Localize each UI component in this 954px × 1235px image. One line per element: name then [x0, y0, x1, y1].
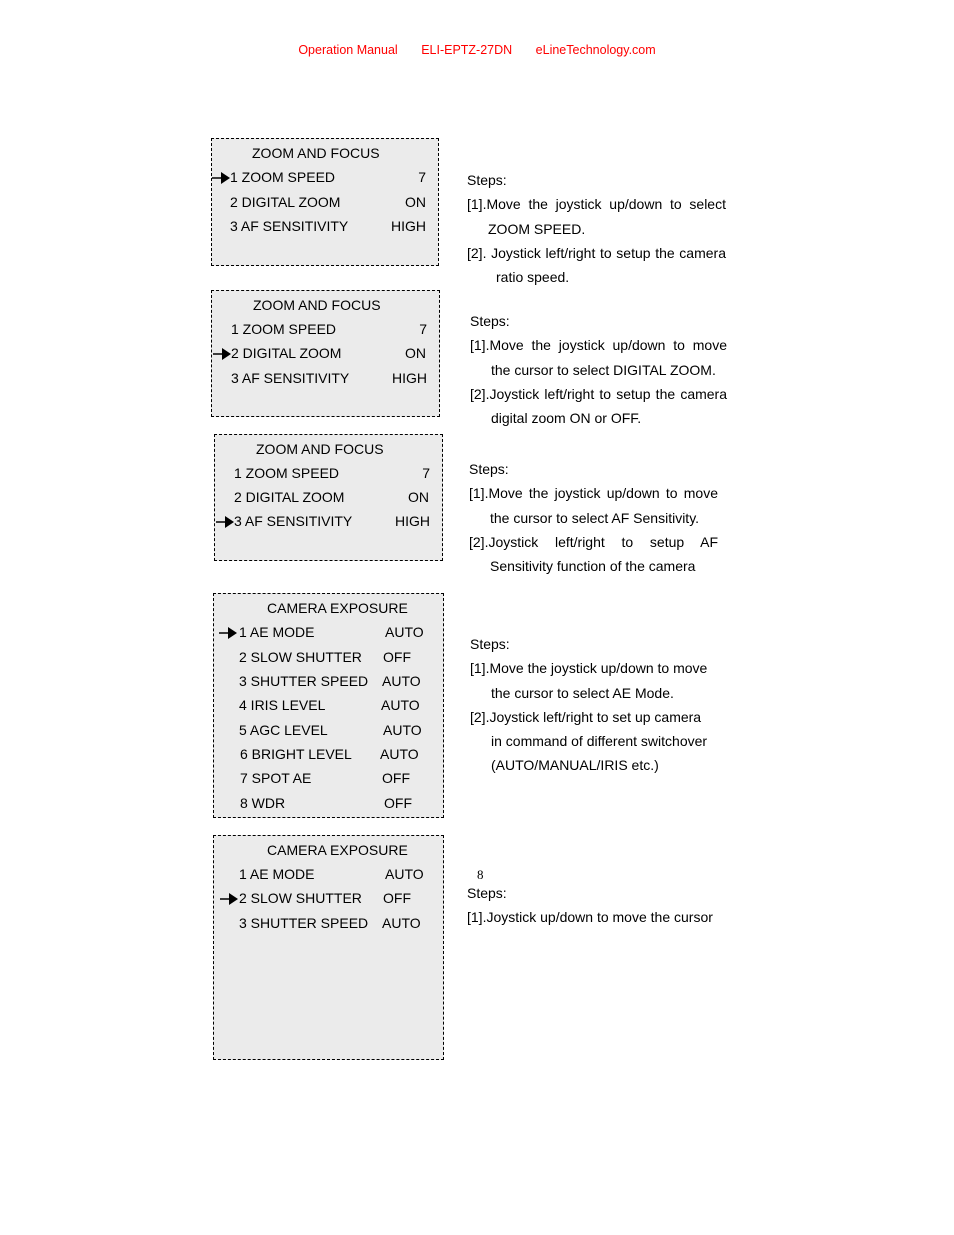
menu-item-ae-mode [214, 624, 443, 644]
menu-title: ZOOM AND FOCUS [253, 297, 381, 313]
menu-item-label: 1 ZOOM SPEED [234, 465, 340, 481]
menu-item-shutter-speed [214, 915, 443, 935]
menu-item-label: 2 DIGITAL ZOOM [231, 345, 342, 361]
right-arrow-icon [220, 893, 238, 905]
step-1-text-cont: ZOOM SPEED. [488, 220, 586, 237]
step-1-text: [1].Move the joystick up/down to move [470, 660, 708, 677]
menu-item-label: 6 BRIGHT LEVEL [240, 746, 352, 762]
menu-item-value: AUTO [383, 722, 422, 738]
menu-item-value: ON [405, 345, 426, 361]
menu-item-af-sensitivity [212, 218, 438, 238]
menu-item-value: AUTO [385, 624, 424, 640]
steps-heading: Steps: [467, 172, 507, 188]
menu-title: CAMERA EXPOSURE [267, 600, 408, 616]
steps-heading: Steps: [467, 885, 507, 901]
menu-item-label: 2 DIGITAL ZOOM [234, 489, 345, 505]
step-1-text-cont: the cursor to select AF Sensitivity. [490, 509, 700, 526]
menu-item-zoom-speed [215, 465, 442, 485]
menu-zoom-focus-3 [214, 434, 443, 561]
menu-item-label: 2 SLOW SHUTTER [239, 890, 362, 906]
menu-item-value: ON [405, 194, 426, 210]
menu-item-value: AUTO [381, 697, 420, 713]
steps-block-1 [467, 168, 726, 289]
step-1-text: [1].Move the joystick up/down to select [467, 196, 726, 213]
right-arrow-icon [213, 348, 231, 360]
step-2-text: [2]. Joystick left/right to setup the camera [467, 244, 726, 261]
step-2-text-cont: ratio speed. [496, 269, 570, 286]
menu-item-label: 1 AE MODE [239, 624, 315, 640]
menu-item-value: 7 [418, 169, 426, 185]
page-header [0, 43, 954, 57]
step-2-text: [2].Joystick left/right to setup the camera [470, 385, 727, 402]
menu-item-af-sensitivity [212, 370, 439, 390]
step-2-text-cont-2: (AUTO/MANUAL/IRIS etc.) [491, 757, 659, 774]
steps-block-4 [470, 632, 730, 778]
menu-item-value: OFF [383, 649, 411, 665]
menu-item-value: HIGH [392, 370, 427, 386]
menu-item-slow-shutter [214, 890, 443, 910]
menu-item-value: OFF [382, 770, 410, 786]
menu-item-bright-level [214, 746, 443, 766]
menu-item-zoom-speed [212, 169, 438, 189]
menu-camera-exposure-2 [213, 835, 444, 1060]
header-manual: Operation Manual [298, 43, 398, 57]
right-arrow-icon [219, 627, 237, 639]
menu-zoom-focus-2 [211, 290, 440, 417]
menu-item-value: HIGH [391, 218, 426, 234]
steps-heading: Steps: [469, 461, 509, 477]
menu-item-digital-zoom [212, 194, 438, 214]
menu-item-shutter-speed [214, 673, 443, 693]
menu-zoom-focus-1 [211, 138, 439, 266]
menu-item-label: 3 AF SENSITIVITY [231, 370, 350, 386]
menu-item-wdr [214, 795, 443, 815]
right-arrow-icon [212, 172, 230, 184]
menu-item-label: 3 AF SENSITIVITY [234, 513, 353, 529]
menu-item-value: HIGH [395, 513, 430, 529]
menu-item-af-sensitivity [215, 513, 442, 533]
steps-block-3 [469, 457, 718, 578]
menu-item-zoom-speed [212, 321, 439, 341]
menu-item-value: 7 [419, 321, 427, 337]
menu-item-value: AUTO [382, 915, 421, 931]
step-2-text-cont: Sensitivity function of the camera [490, 558, 696, 575]
menu-item-spot-ae [214, 770, 443, 790]
menu-item-ae-mode [214, 866, 443, 886]
menu-item-digital-zoom [215, 489, 442, 509]
header-model: ELI-EPTZ-27DN [421, 43, 513, 57]
menu-item-label: 7 SPOT AE [240, 770, 312, 786]
menu-item-iris-level [214, 697, 443, 717]
menu-item-label: 3 SHUTTER SPEED [239, 673, 369, 689]
menu-item-label: 2 SLOW SHUTTER [239, 649, 362, 665]
menu-item-value: OFF [383, 890, 411, 906]
menu-item-agc-level [214, 722, 443, 742]
menu-camera-exposure-1 [213, 593, 444, 818]
menu-item-value: OFF [384, 795, 412, 811]
menu-title: ZOOM AND FOCUS [256, 441, 384, 457]
menu-title: CAMERA EXPOSURE [267, 842, 408, 858]
menu-item-label: 5 AGC LEVEL [239, 722, 328, 738]
menu-item-value: ON [408, 489, 429, 505]
step-1-text: [1].Joystick up/down to move the cursor [467, 909, 713, 926]
menu-item-value: AUTO [380, 746, 419, 762]
menu-item-label: 1 ZOOM SPEED [231, 321, 337, 337]
menu-item-digital-zoom [212, 345, 439, 365]
menu-item-label: 4 IRIS LEVEL [239, 697, 326, 713]
menu-item-label: 3 SHUTTER SPEED [239, 915, 369, 931]
menu-item-slow-shutter [214, 649, 443, 669]
right-arrow-icon [216, 516, 234, 528]
menu-item-value: 7 [422, 465, 430, 481]
menu-title: ZOOM AND FOCUS [252, 145, 380, 161]
step-2-text: [2].Joystick left/right to setup AF [469, 533, 718, 550]
menu-item-label: 1 ZOOM SPEED [230, 169, 336, 185]
menu-item-label: 8 WDR [240, 795, 286, 811]
menu-item-label: 2 DIGITAL ZOOM [230, 194, 341, 210]
steps-block-2 [470, 309, 727, 430]
menu-item-label: 1 AE MODE [239, 866, 315, 882]
step-1-text-cont: the cursor to select AE Mode. [491, 684, 674, 701]
menu-item-value: AUTO [382, 673, 421, 689]
step-1-text: [1].Move the joystick up/down to move [469, 485, 718, 502]
step-2-text-cont: in command of different switchover [491, 733, 708, 750]
steps-heading: Steps: [470, 636, 510, 652]
step-2-text: [2].Joystick left/right to set up camera [470, 708, 702, 725]
page-number: 8 [477, 867, 484, 882]
steps-heading: Steps: [470, 313, 510, 329]
step-1-text: [1].Move the joystick up/down to move [470, 337, 727, 354]
menu-item-value: AUTO [385, 866, 424, 882]
steps-block-5 [467, 881, 737, 930]
menu-item-label: 3 AF SENSITIVITY [230, 218, 349, 234]
step-2-text-cont: digital zoom ON or OFF. [491, 410, 642, 427]
header-site: eLineTechnology.com [535, 43, 656, 57]
step-1-text-cont: the cursor to select DIGITAL ZOOM. [491, 361, 716, 378]
